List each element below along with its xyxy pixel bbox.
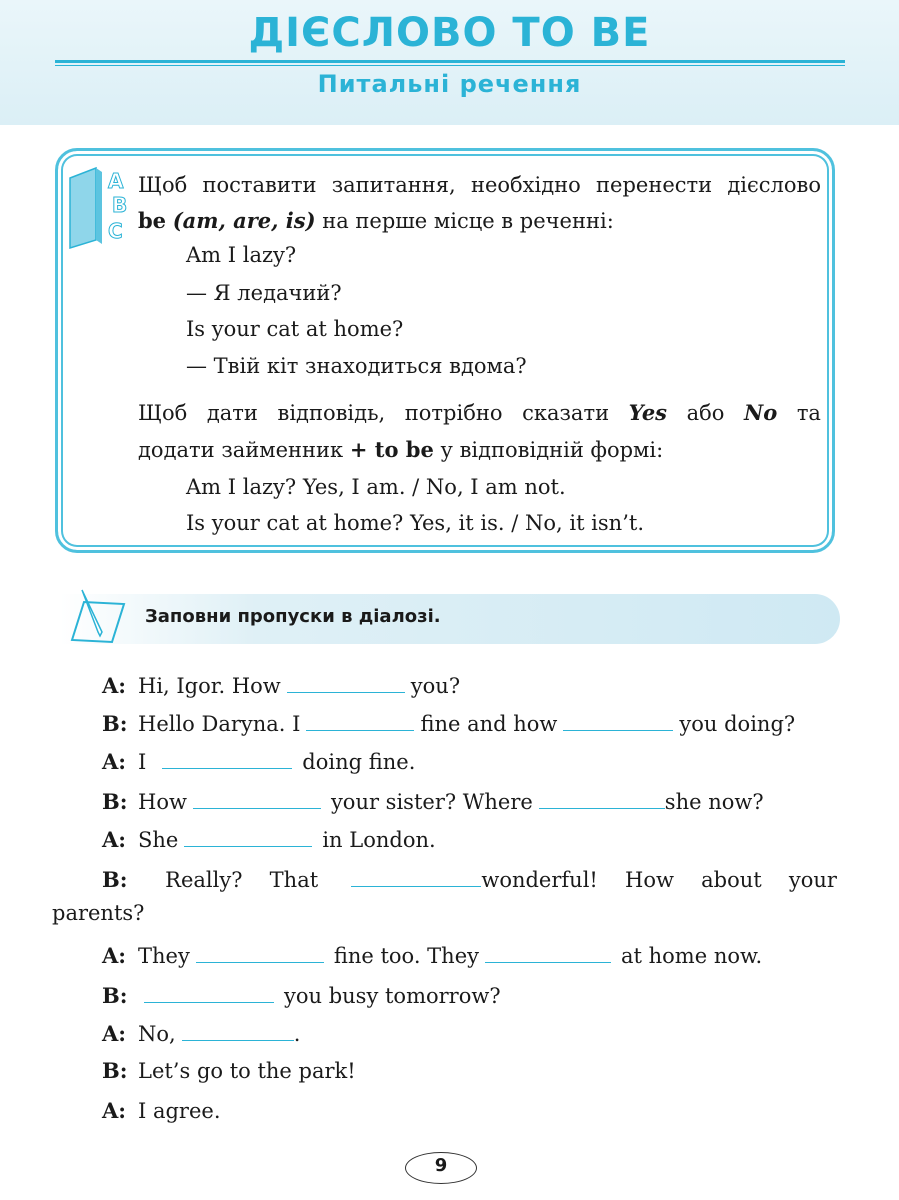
dialogue-text: fine too. They xyxy=(333,944,479,968)
title-rule-thin xyxy=(55,65,845,66)
dialogue-text: She xyxy=(138,828,179,852)
dialogue-text: How xyxy=(138,790,187,814)
dialogue-continuation: parents? xyxy=(52,901,145,925)
speaker-label: A: xyxy=(102,1021,127,1046)
example-question-2: Is your cat at home? xyxy=(186,317,404,341)
be-forms: (am, are, is) xyxy=(172,208,316,233)
page-subtitle: Питальні речення xyxy=(317,70,582,98)
pencil-icon xyxy=(66,584,130,646)
example-question-1: Am I lazy? xyxy=(186,243,297,267)
rule-text-line-2 xyxy=(138,206,614,236)
speaker-label: A: xyxy=(102,943,127,968)
rule-text-line-1: Щоб поставити запитання, необхідно перенести дієслово xyxy=(138,173,821,197)
dialogue-line xyxy=(102,980,837,1010)
speaker-label: B: xyxy=(102,867,128,892)
answer-blank[interactable] xyxy=(193,786,321,809)
svg-text:C: C xyxy=(108,219,123,243)
dialogue-text: your sister? Where xyxy=(330,790,533,814)
answer-rule-text-2: додати займенник xyxy=(138,438,344,462)
dialogue-text: Really? xyxy=(165,868,243,892)
answer-blank[interactable] xyxy=(196,940,324,963)
answer-blank[interactable] xyxy=(485,940,611,963)
answer-blank[interactable] xyxy=(563,708,673,731)
answer-blank[interactable] xyxy=(539,786,665,809)
answer-rule-text: Щоб дати відповідь, потрібно сказати xyxy=(138,401,610,425)
dialogue-text: fine and how xyxy=(420,712,558,736)
dialogue-line xyxy=(102,1056,837,1086)
example-translation-1: — Я ледачий? xyxy=(186,281,342,305)
be-verb: be xyxy=(138,208,167,233)
dialogue-text: No, xyxy=(138,1022,176,1046)
answer-blank[interactable] xyxy=(351,864,481,887)
answer-blank[interactable] xyxy=(162,746,292,769)
speaker-label: A: xyxy=(102,1098,127,1123)
dialogue-line xyxy=(102,1096,837,1126)
title-rule xyxy=(55,60,845,63)
dialogue-text: . xyxy=(293,1022,301,1046)
yes-word: Yes xyxy=(628,400,668,425)
dialogue-line xyxy=(102,824,837,854)
dialogue-text: you doing? xyxy=(679,712,796,736)
speaker-label: B: xyxy=(102,1058,128,1083)
dialogue-text: she now? xyxy=(664,790,764,814)
svg-text:A: A xyxy=(108,169,124,193)
answer-rule-line-1 xyxy=(138,398,821,428)
dialogue-line xyxy=(102,786,837,816)
speaker-label: B: xyxy=(102,711,128,736)
dialogue-text: Hi, Igor. How xyxy=(138,674,281,698)
task-instruction: Заповни пропуски в діалозі. xyxy=(145,606,441,627)
dialogue-text: I xyxy=(138,750,147,774)
or-word: або xyxy=(686,401,725,425)
answer-rule-text-3: у відповідній формі: xyxy=(440,438,664,462)
dialogue-line xyxy=(102,708,837,738)
svg-text:B: B xyxy=(112,193,128,217)
answer-blank[interactable] xyxy=(144,980,274,1003)
dialogue-text: in London. xyxy=(322,828,436,852)
and-word: та xyxy=(796,401,821,425)
dialogue-text: you busy tomorrow? xyxy=(284,984,501,1008)
page-title: ДІЄСЛОВО TO BE xyxy=(248,10,651,56)
answer-rule-line-2 xyxy=(138,435,663,465)
no-word: No xyxy=(744,400,778,425)
dialogue-text: How xyxy=(625,868,674,892)
dialogue-line xyxy=(102,864,837,894)
dialogue-line xyxy=(102,746,837,776)
answer-blank[interactable] xyxy=(182,1018,294,1041)
dialogue-text: your xyxy=(788,868,837,892)
answer-example-2: Is your cat at home? Yes, it is. / No, it isn’t. xyxy=(186,511,644,535)
speaker-label: B: xyxy=(102,983,128,1008)
plus-to-be: + to be xyxy=(349,437,434,462)
dialogue-text: I agree. xyxy=(138,1099,221,1123)
dialogue-text: Let’s go to the park! xyxy=(138,1059,356,1083)
speaker-label: A: xyxy=(102,749,127,774)
dialogue-text: doing fine. xyxy=(302,750,416,774)
dialogue-text: you? xyxy=(410,674,461,698)
dialogue-text: at home now. xyxy=(621,944,763,968)
dialogue-line xyxy=(102,1018,837,1048)
example-translation-2: — Твій кіт знаходиться вдома? xyxy=(186,354,527,378)
dialogue-text: They xyxy=(138,944,190,968)
answer-example-1: Am I lazy? Yes, I am. / No, I am not. xyxy=(186,475,566,499)
rule-text-line-2-rest: на перше місце в реченні: xyxy=(322,209,614,233)
speaker-label: A: xyxy=(102,673,127,698)
dialogue-text: That xyxy=(269,868,319,892)
dialogue-text: Hello Daryna. I xyxy=(138,712,301,736)
speaker-label: A: xyxy=(102,827,127,852)
dialogue-text: wonderful! xyxy=(481,868,598,892)
page-number: 9 xyxy=(434,1155,448,1176)
dialogue-text: about xyxy=(701,868,762,892)
speaker-label: B: xyxy=(102,789,128,814)
answer-blank[interactable] xyxy=(306,708,414,731)
dialogue-line xyxy=(102,670,837,700)
answer-blank[interactable] xyxy=(287,670,405,693)
dialogue-line xyxy=(102,940,837,970)
answer-blank[interactable] xyxy=(184,824,312,847)
abc-book-icon xyxy=(62,160,132,250)
